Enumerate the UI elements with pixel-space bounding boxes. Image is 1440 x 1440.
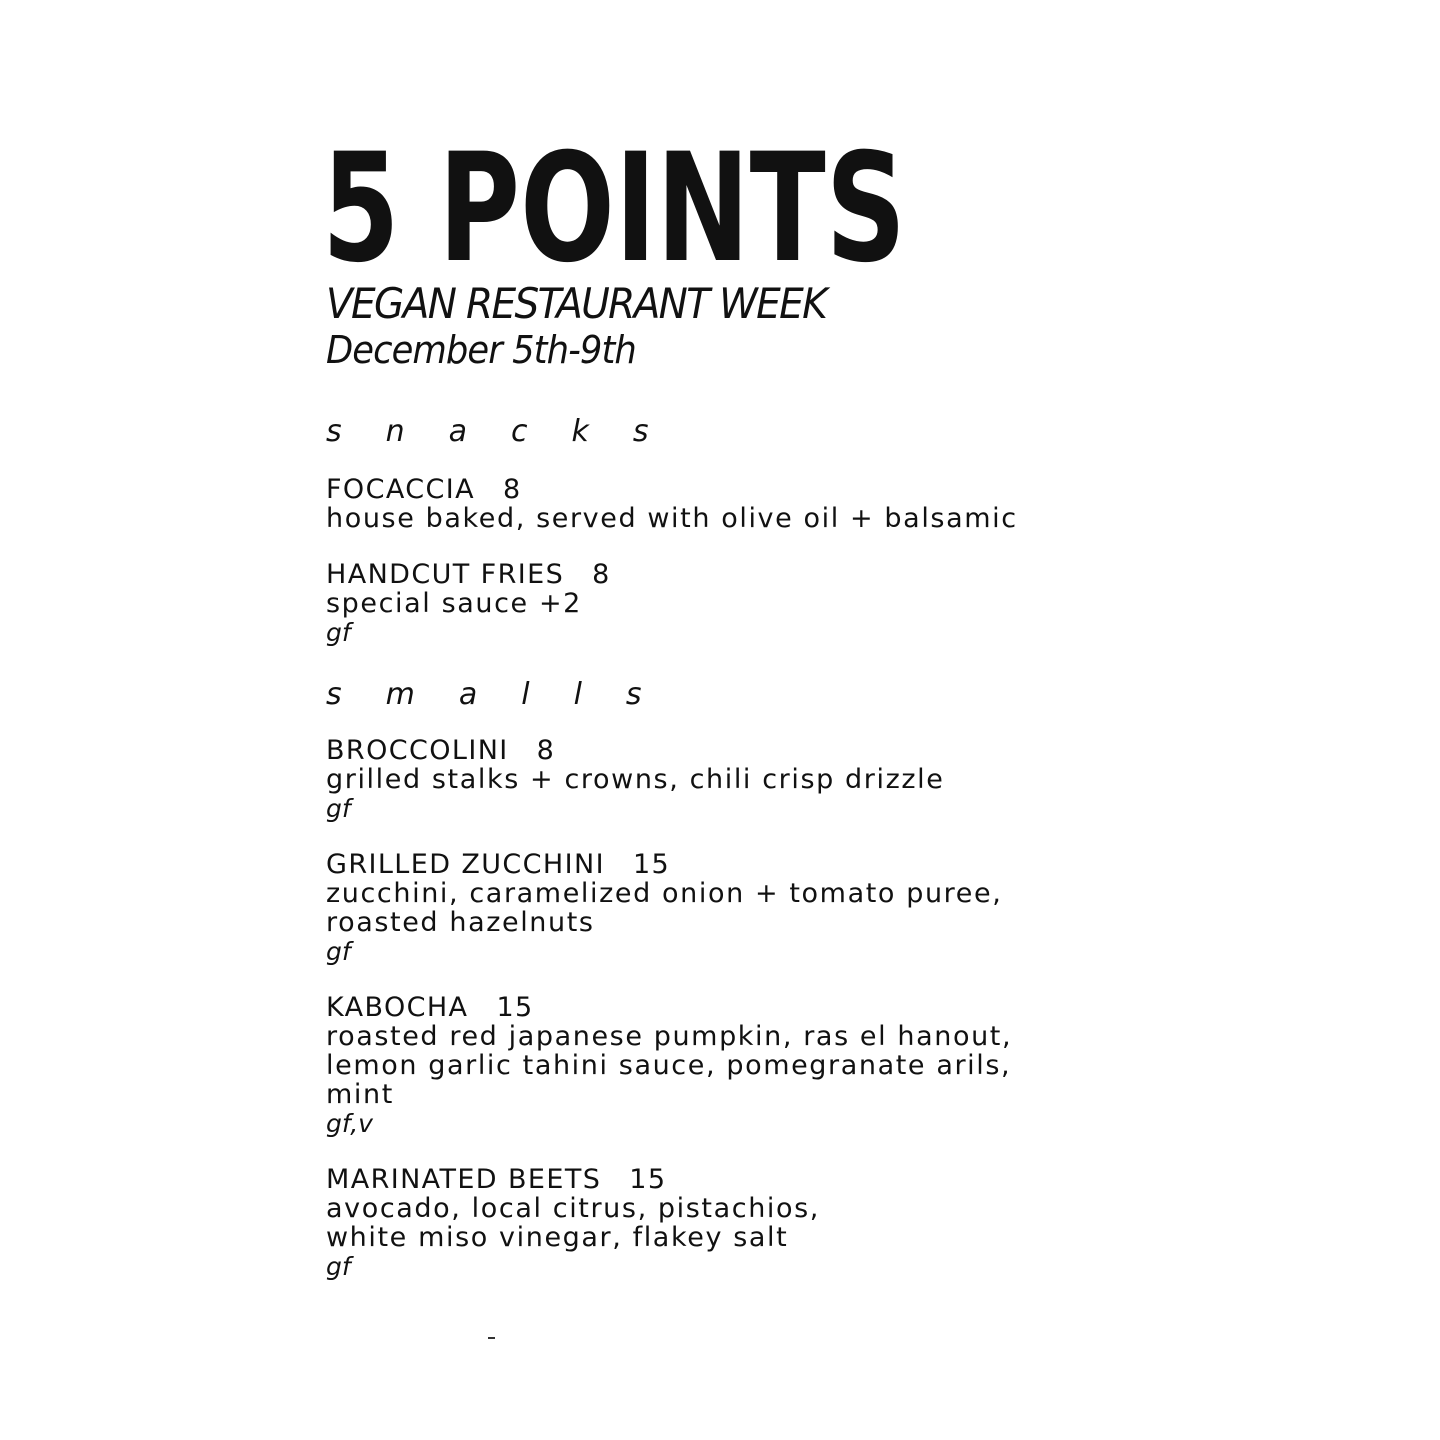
- menu-item-header: [326, 1166, 1086, 1194]
- restaurant-logo: [322, 148, 912, 266]
- menu-item-broccolini: [326, 737, 1086, 823]
- menu-item-focaccia: [326, 476, 1086, 533]
- event-title: VEGAN RESTAURANT WEEK: [326, 279, 827, 328]
- menu-item-header: [326, 476, 1086, 504]
- event-dates: December 5th-9th: [326, 328, 636, 372]
- menu-item-header: [326, 851, 1086, 879]
- section-heading-smalls: smalls: [326, 677, 686, 712]
- menu-item-handcut-fries: [326, 561, 1086, 647]
- menu-item-name: GRILLED ZUCCHINI: [326, 849, 605, 880]
- menu-item-dietary-tag: gf,v: [326, 1109, 373, 1138]
- section-heading-snacks: snacks: [326, 414, 693, 449]
- menu-item-name: KABOCHA: [326, 992, 469, 1023]
- menu-item-description: house baked, served with olive oil + balsamic: [326, 503, 1018, 534]
- menu-item-description: avocado, local citrus, pistachios, white miso vinegar, flakey salt: [326, 1193, 820, 1253]
- menu-item-description: grilled stalks + crowns, chili crisp drizzle: [326, 764, 945, 795]
- menu-item-dietary-tag: gf: [326, 618, 351, 647]
- menu-item-name: FOCACCIA: [326, 474, 475, 505]
- menu-item-price: 15: [629, 1164, 667, 1195]
- stray-mark: [488, 1337, 495, 1339]
- menu-item-dietary-tag: gf: [326, 1252, 351, 1281]
- menu-item-price: 8: [592, 559, 611, 590]
- menu-item-price: 15: [496, 992, 534, 1023]
- menu-item-name: BROCCOLINI: [326, 735, 509, 766]
- menu-item-kabocha: [326, 994, 1086, 1138]
- menu-item-header: [326, 561, 1086, 589]
- menu: [322, 148, 1086, 1309]
- menu-item-price: 8: [502, 474, 522, 505]
- menu-item-header: [326, 737, 1086, 765]
- menu-item-price: 15: [632, 849, 671, 880]
- menu-item-description: roasted red japanese pumpkin, ras el hanout, lemon garlic tahini sauce, pomegranate arils, mint: [326, 1021, 1013, 1110]
- logo-text: 5 POINTS: [322, 148, 906, 266]
- menu-item-marinated-beets: [326, 1166, 1086, 1281]
- menu-item-dietary-tag: gf: [326, 794, 351, 823]
- menu-item-dietary-tag: gf: [326, 937, 351, 966]
- menu-item-grilled-zucchini: [326, 851, 1086, 966]
- menu-item-price: 8: [536, 735, 556, 766]
- menu-item-description: zucchini, caramelized onion + tomato puree, roasted hazelnuts: [326, 878, 1003, 938]
- menu-item-name: HANDCUT FRIES: [326, 559, 565, 590]
- menu-item-header: [326, 994, 1086, 1022]
- menu-item-name: MARINATED BEETS: [326, 1164, 602, 1195]
- menu-item-description: special sauce +2: [326, 588, 582, 619]
